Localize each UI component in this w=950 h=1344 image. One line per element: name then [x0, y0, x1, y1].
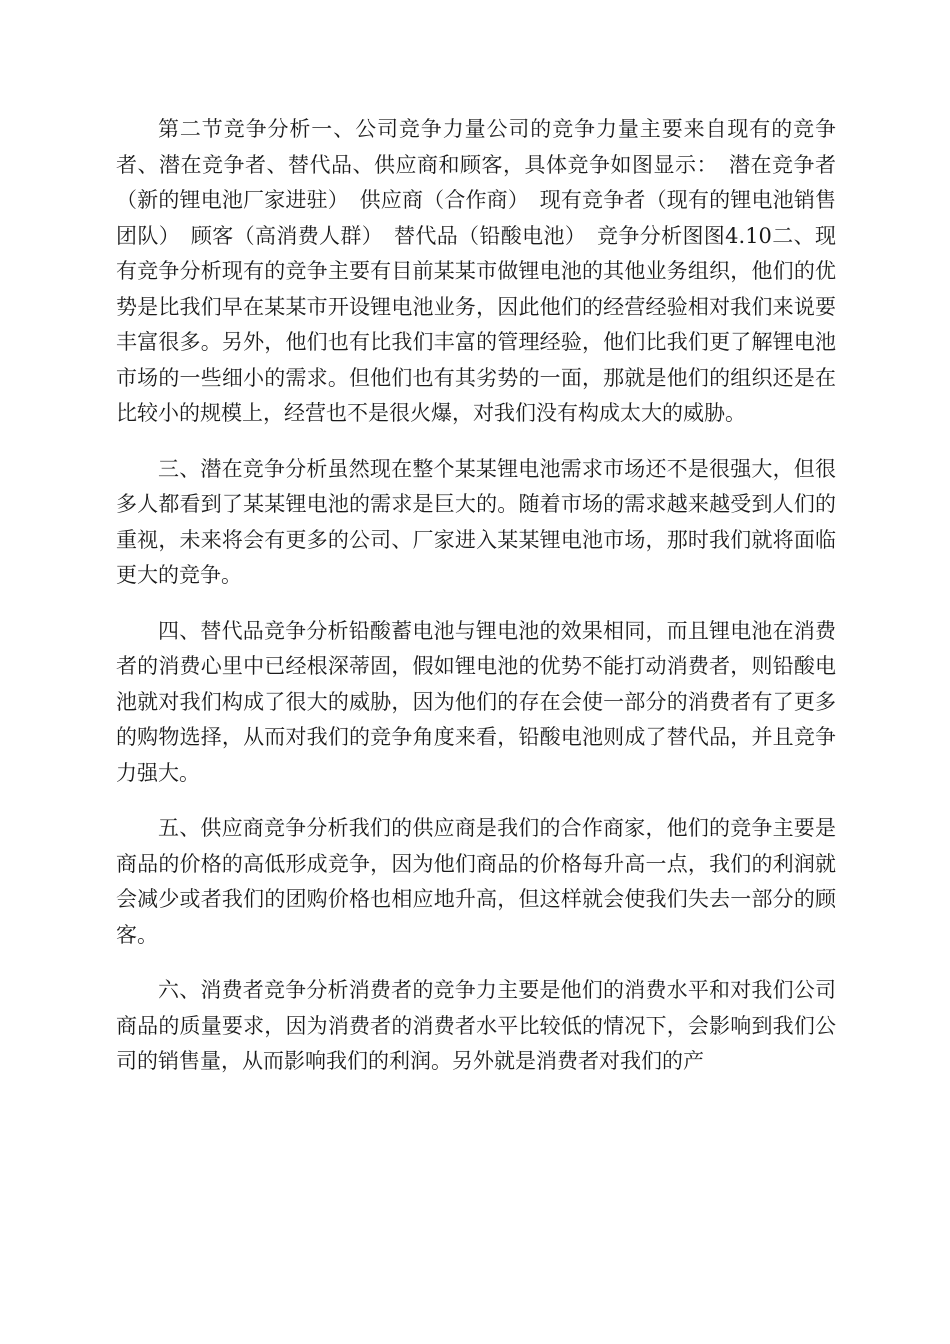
- paragraph-supplier-competition: 五、供应商竞争分析我们的供应商是我们的合作商家，他们的竞争主要是商品的价格的高低形成竞争，因为他们商品的价格每升高一点，我们的利润就会减少或者我们的团购价格也相应地升高，但这样就会使我们失去一部分的顾客。: [116, 816, 836, 947]
- paragraph-consumer-competition: 六、消费者竞争分析消费者的竞争力主要是他们的消费水平和对我们公司商品的质量要求，因为消费者的消费者水平比较低的情况下，会影响到我们公司的销售量，从而影响我们的利润。另外就是消费者对我们的产: [116, 978, 836, 1073]
- paragraph-substitute-competition: 四、替代品竞争分析铅酸蓄电池与锂电池的效果相同，而且锂电池在消费者的消费心里中已经根深蒂固，假如锂电池的优势不能打动消费者，则铅酸电池就对我们构成了很大的威胁，因为他们的存在会使一部分的消费者有了更多的购物选择，从而对我们的竞争角度来看，铅酸电池则成了替代品，并且竞争力强大。: [116, 618, 836, 785]
- paragraph-potential-competition: 三、潜在竞争分析虽然现在整个某某锂电池需求市场还不是很强大，但很多人都看到了某某锂电池的需求是巨大的。随着市场的需求越来越受到人们的重视，未来将会有更多的公司、厂家进入某某锂电池市场，那时我们就将面临更大的竞争。: [116, 456, 836, 587]
- paragraph-competition-overview: 第二节竞争分析一、公司竞争力量公司的竞争力量主要来自现有的竞争者、潜在竞争者、替代品、供应商和顾客，具体竞争如图显示： 潜在竞争者（新的锂电池厂家进驻） 供应商（合作商） 现有竞争者（现有的锂电池销售团队） 顾客（高消费人群） 替代品（铅酸电池） 竞争分析图图4.10二、现有竞争分析现有的竞争主要有目前某某市做锂电池的其他业务组织，他们的优势是比我们早在某某市开设锂电池业务，因此他们的经营经验相对我们来说要丰富很多。另外，他们也有比我们丰富的管理经验，他们比我们更了解锂电池市场的一些细小的需求。但他们也有其劣势的一面，那就是他们的组织还是在比较小的规模上，经营也不是很火爆，对我们没有构成太大的威胁。: [116, 117, 836, 425]
- document-body: [116, 112, 836, 1100]
